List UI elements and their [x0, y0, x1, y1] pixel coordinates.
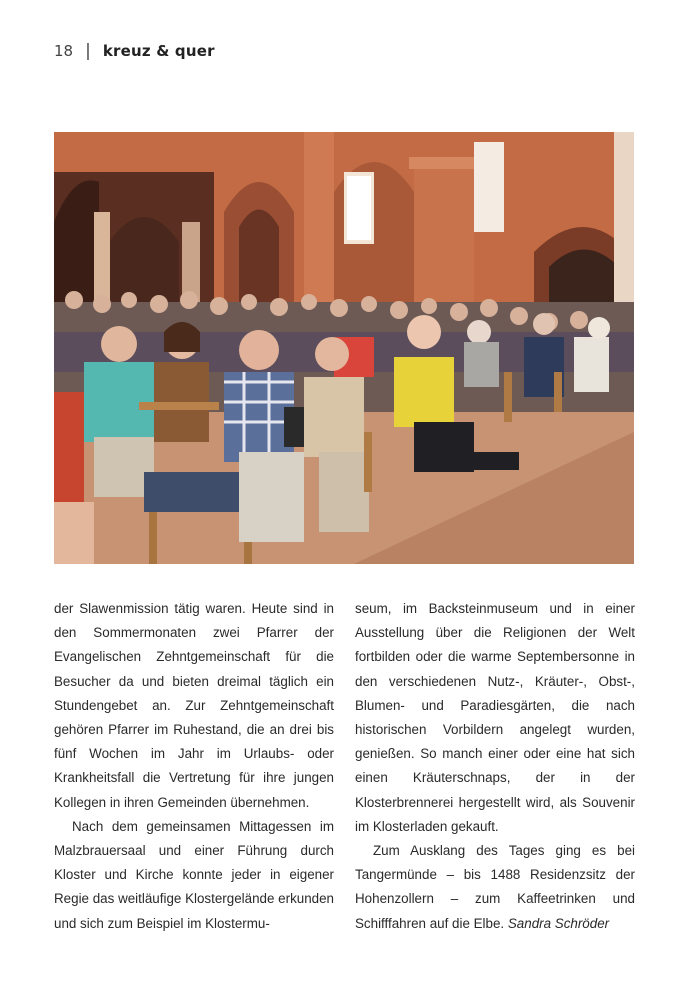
- article-paragraph: der Slawenmission tätig waren. Heute sind in den Sommermonaten zwei Pfarrer der Evangelischen Zehntgemeinschaft für die Besucher da und bieten dreimal täglich ein Stundengebet an. Zur Zehntgemeinschaft gehören Pfarrer im Ruhestand, die an drei bis fünf Wochen im Jahr im Urlaubs- oder Krankheitsfall die Vertretung für ihre jungen Kollegen in ihren Gemeinden übernehmen.: [54, 601, 334, 810]
- article-closing-text: Zum Ausklang des Tages ging es bei Tangermünde – bis 1488 Residenzsitz der Hohenzollern – zum Kaffeetrinken und Schifffahren auf die Elbe.: [355, 843, 635, 931]
- author-name: Sandra Schröder: [507, 915, 610, 931]
- article-paragraph: seum, im Backsteinmuseum und in einer Ausstellung über die Religionen der Welt fortbilden oder die warme Septembersonne in den verschiedenen Nutz-, Kräuter-, Obst-, Blumen- und Paradiesgärten, die nach historischen Vorbildern angelegt wurden, genießen. So manch einer oder eine hat sich einen Kräuterschnaps, der in der Klosterbrennerei hergestellt wird, als Souvenir im Klosterladen gekauft.: [355, 601, 635, 834]
- church-audience-photo: [54, 132, 634, 564]
- page-header: [54, 41, 215, 61]
- article-column-right: [355, 597, 635, 936]
- article-paragraph: Nach dem gemeinsamen Mittagessen im Malzbrauersaal und einer Führung durch Kloster und Kirche konnte jeder in eigener Regie das weitläufige Klostergelände erkunden und sich zum Beispiel im Klostermu-: [54, 818, 334, 931]
- header-separator: |: [85, 41, 91, 61]
- article-paragraph-final: [355, 839, 635, 936]
- magazine-title: kreuz & quer: [102, 42, 215, 60]
- page-number: 18: [54, 42, 74, 60]
- article-column-left: [54, 597, 334, 936]
